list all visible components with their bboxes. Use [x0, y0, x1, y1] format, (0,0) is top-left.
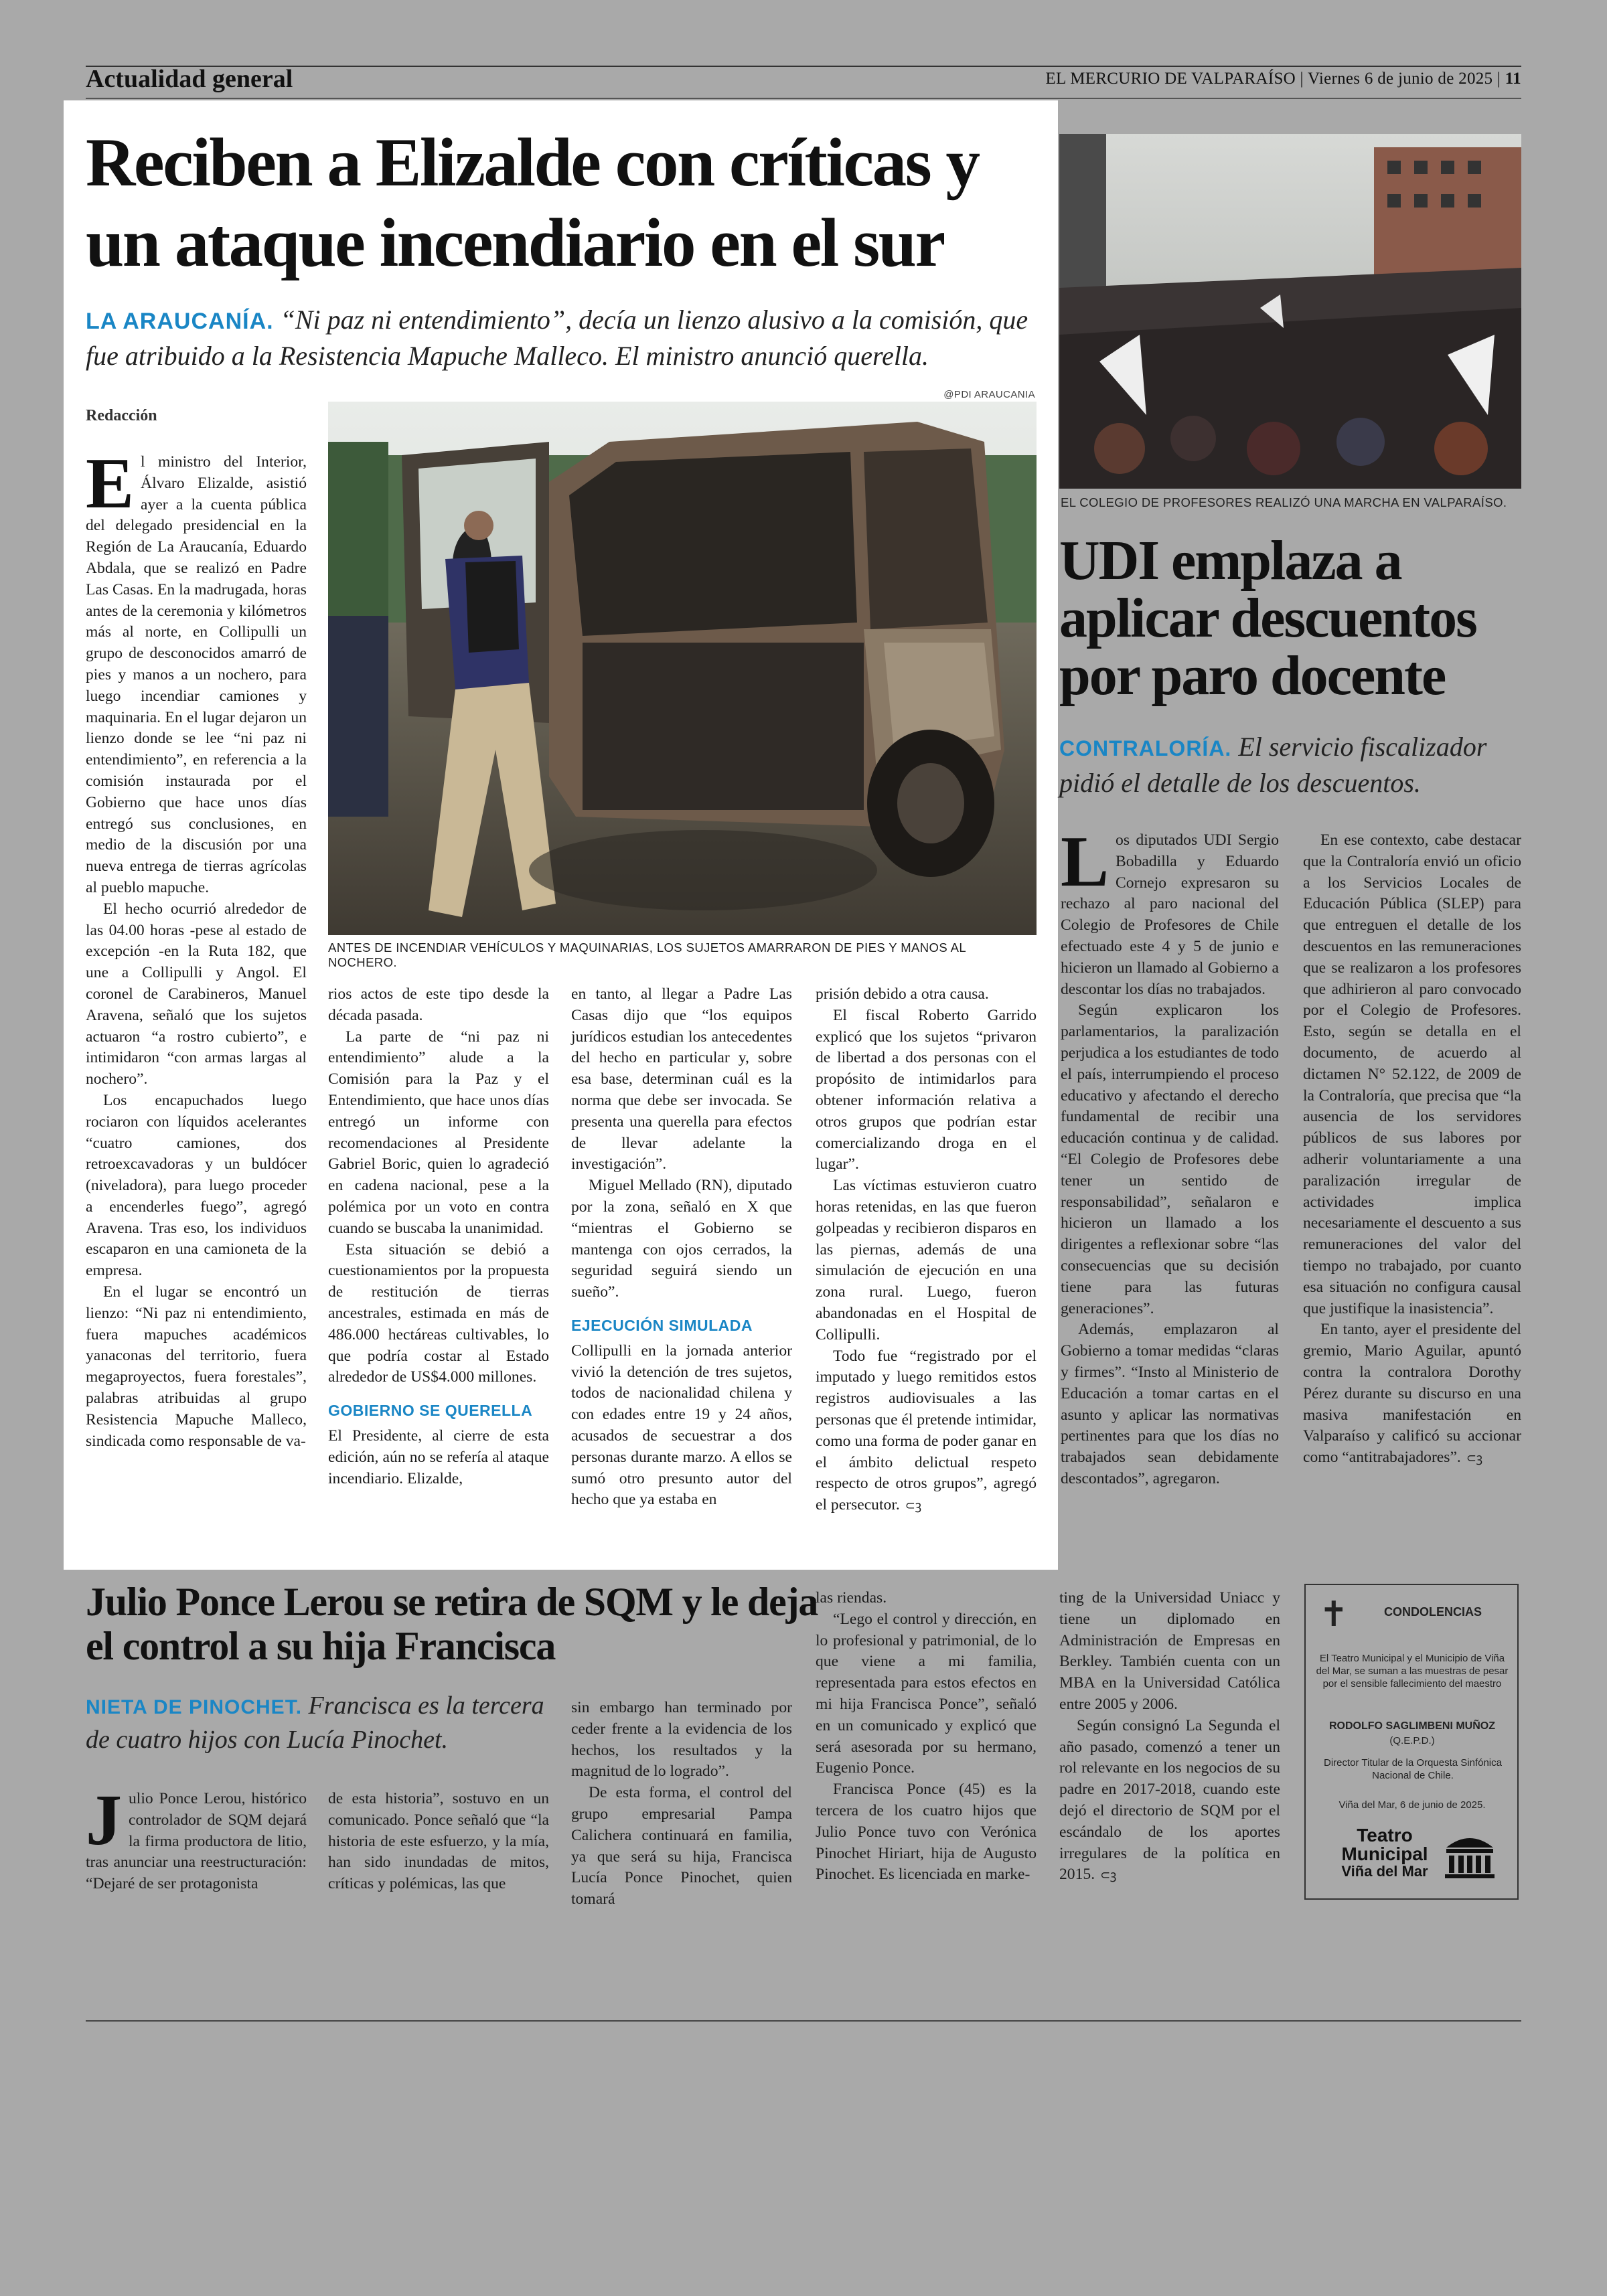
side-kicker: CONTRALORÍA. [1059, 736, 1232, 760]
main-p15: Todo fue “registrado por el imputado y luego remitidos estos registros audiovisuales a las personas que él pretende intimidar, como una forma de poder ganar en el ámbito delictual respeto respecto de otros grupos”, agregó el persecutor. [816, 1347, 1037, 1514]
logo-line-1: Teatro [1357, 1825, 1413, 1846]
side-p2: Según explicaron los parlamentarios, la paralización perjudica a los estudiantes de todo el país, interrumpiendo el proceso educativo y afectando el derecho fundamental de recibir una educación continua y de calidad. “El Colegio de Profesores debe tener un sentido de responsabilidad”, señalaron e hicieron un llamado a los dirigentes a reflexionar sobre “las consecuencias que su decisión tiene para las futuras generaciones”. [1061, 1001, 1279, 1317]
main-p10: Miguel Mellado (RN), diputado por la zona, señaló en X que “mientras el Gobierno se mantenga con ojos cerrados, la seguridad seguirá siendo un sueño”. [571, 1177, 792, 1301]
main-p2: El hecho ocurrió alrededor de las 04.00 horas -pese al estado de excepción -en la Ruta 182, que une a Collipulli y Angol. El coronel de Carabineros, Manuel Aravena, señaló que los sujetos actuaron “a rostro cubierto”, e intimidaron “con armas largas al nochero”. [86, 900, 307, 1088]
bottom-p2: de esta historia”, sostuvo en un comunicado. Ponce señaló que “la historia de este esfuerzo, y la mía, han sido inundadas de mitos, críticas y polémicas, las que [328, 1790, 549, 1893]
main-p8: El Presidente, al cierre de esta edición, aún no se refería al ataque incendiario. Elizalde, [328, 1426, 549, 1487]
deceased-role: Director Titular de la Orquesta Sinfónica Nacional de Chile. [1324, 1757, 1502, 1781]
side-p3: Además, emplazaron al Gobierno a tomar medidas “claras y firmes”. “Insto al Ministerio de Educación a tomar cartas en el asunto y aplicar las normativas pertinentes para que los días no trabajados sean debidamente descontados”, agregaron. [1061, 1321, 1279, 1487]
main-col-2 [328, 984, 549, 1489]
bottom-headline: Julio Ponce Lerou se retira de SQM y le deja el control a su hija Francisca [86, 1580, 818, 1668]
main-kicker: LA ARAUCANÍA. [86, 309, 274, 334]
edition-date: Viernes 6 de junio de 2025 [1307, 70, 1493, 88]
burned-truck-illustration [328, 402, 1037, 935]
main-p1: l ministro del Interior, Álvaro Elizalde, asistió ayer a la cuenta pública del delegado presidencial en la Región de La Araucanía, Eduardo Abdala, que se realizó en Padre Las Casas. En la madrugada, horas antes de la ceremonia y kilómetros más al norte, en Collipulli un grupo de desconocidos amarró de pies y manos a un nochero, para luego incendiar camiones y maquinaria. En el lugar dejaron un lienzo donde se lee “ni paz ni entendimiento”, en referencia a la comisión instaurada por el Gobierno que hace unos días entregó sus conclusiones, en medio de la discusión por una nueva entrega de tierras agrícolas al pueblo mapuche. [86, 453, 307, 896]
march-crowd-illustration [1059, 134, 1521, 489]
bottom-col-5 [1059, 1588, 1280, 1886]
side-p1: os diputados UDI Sergio Bobadilla y Eduardo Cornejo expresaron su rechazo al paro nacional del Colegio de Profesores de Chile efectuado este 4 y 5 de junio e hicieron un llamado al Gobierno a descontar los días no trabajados. [1061, 831, 1279, 998]
side-deck-text: El servicio fiscalizador pidió el detalle de los descuentos. [1059, 732, 1487, 798]
teatro-municipal-logo [1324, 1826, 1445, 1880]
qepd-label: (Q.E.P.D.) [1389, 1735, 1435, 1746]
main-p5: rios actos de este tipo desde la década pasada. [328, 985, 549, 1024]
photo-credit: @PDI ARAUCANIA [943, 389, 1035, 400]
main-col-3 [571, 984, 792, 1511]
main-p7: Esta situación se debió a cuestionamientos por la propuesta de restitución de tierras ancestrales, estimada en más de 486.000 hectáreas cultivables, lo que podría costar al Estado alrededor de US$4.000 millones. [328, 1240, 549, 1386]
masthead: EL MERCURIO DE VALPARAÍSO | Viernes 6 de junio de 2025 | 11 [1045, 70, 1521, 88]
header-rule [86, 98, 1521, 99]
logo-line-3: Viña del Mar [1341, 1863, 1428, 1880]
bottom-col-4 [816, 1588, 1037, 1886]
main-p12: prisión debido a otra causa. [816, 985, 989, 1003]
bottom-p7: Francisca Ponce (45) es la tercera de los cuatro hijos que Julio Ponce tuvo con Verónica Pinochet Hiriart, hija de Augusto Pinochet. Es licenciada en marke- [816, 1781, 1037, 1884]
byline: Redacción [86, 407, 157, 424]
bottom-col-1 [86, 1781, 307, 1895]
main-photo-caption: ANTES DE INCENDIAR VEHÍCULOS Y MAQUINARIAS, LOS SUJETOS AMARRARON DE PIES Y MANOS AL NOCHERO. [328, 940, 966, 969]
condolences-title: CONDOLENCIAS [1383, 1605, 1482, 1619]
theatre-building-icon [1444, 1833, 1496, 1880]
bottom-p8: ting de la Universidad Uniacc y tiene un diplomado en Administración de Empresas en Berkley. También cuenta con un MBA en la Universidad Católica entre 2005 y 2006. [1059, 1589, 1280, 1713]
section-label: Actualidad general [86, 65, 293, 93]
teachers-march-photo [1059, 134, 1521, 489]
main-p13: El fiscal Roberto Garrido explicó que los sujetos “privaron de libertad a dos personas con el propósito de intimidarlos para obtener información relativa a otros grupos que podrían estar comercializando droga en el lugar”. [816, 1006, 1037, 1173]
main-deck-text: “Ni paz ni entendimiento”, decía un lienzo alusivo a la comisión, que fue atribuido a la Resistencia Mapuche Malleco. El ministro anunció querella. [86, 305, 1028, 371]
header-top-rule [86, 66, 1521, 67]
side-col-2 [1303, 830, 1521, 1469]
subhead-querella: GOBIERNO SE QUERELLA [328, 1402, 533, 1420]
bottom-end-mark-icon: ⊂ꝫ [1100, 1868, 1117, 1883]
bottom-p4: De esta forma, el control del grupo empresarial Pampa Calichera continuará en familia, ya que será su hija, Francisca Lucía Ponce Pinochet, quien tomará [571, 1784, 792, 1908]
bottom-p3: sin embargo han terminado por ceder frente a la evidencia de los hechos, los resultados y la magnitud de lo logrado”. [571, 1699, 792, 1781]
bottom-col-3 [571, 1698, 792, 1910]
bottom-p6: “Lego el control y dirección, en lo profesional y patrimonial, de lo que viene a mi familia, representada para estos efectos en mi hija Francisca Ponce”, señaló en un comunicado y explicó que será asesorada por su hermano, Eugenio Ponce. [816, 1610, 1037, 1777]
condolences-ad [1304, 1584, 1519, 1900]
side-photo-caption: EL COLEGIO DE PROFESORES REALIZÓ UNA MARCHA EN VALPARAÍSO. [1061, 495, 1507, 509]
end-mark-icon: ⊂ꝫ [905, 1499, 922, 1513]
logo-line-2: Municipal [1341, 1843, 1428, 1864]
bottom-col-2 [328, 1789, 549, 1895]
drop-cap: E [86, 444, 135, 523]
side-col-1 [1061, 822, 1279, 1490]
bottom-p5: las riendas. [816, 1589, 887, 1607]
side-headline: UDI emplaza a aplicar descuentos por paro docente [1059, 529, 1476, 707]
ad-date: Viña del Mar, 6 de junio de 2025. [1338, 1799, 1486, 1811]
main-p11: Collipulli en la jornada anterior vivió la detención de tres sujetos, todos de nacionalidad chilena y con edades entre 19 y 24 años, acusados de secuestrar a dos personas durante marzo. A ellos se sumó otro presunto autor del hecho que ya estaba en [571, 1341, 792, 1509]
main-p9: en tanto, al llegar a Padre Las Casas dijo que “los equipos jurídicos estudian los antecedentes del hecho en particular y, sobre esa base, determinan cuál es la norma que debe ser invocada. Se presenta una querella para efectos de llevar adelante la investigación”. [571, 985, 792, 1173]
subhead-ejecucion: EJECUCIÓN SIMULADA [571, 1316, 753, 1334]
main-col-1 [86, 444, 307, 1452]
bottom-deck [86, 1690, 568, 1756]
deceased-name: RODOLFO SAGLIMBENI MUÑOZ [1329, 1720, 1495, 1732]
page-number: 11 [1505, 70, 1521, 88]
side-p4: En ese contexto, cabe destacar que la Contraloría envió un oficio a los Servicios Locales de Educación Pública (SLEP) para que entreguen el detalle de los descuentos en las remuneraciones que se realizaron a los profesores que adhirieron al paro convocado por el Colegio de Profesores. Esto, según se detalla en el documento, de acuerdo al dictamen N° 52.122, de 2009 de la Contraloría, que precisa que “la ausencia de los servidores públicos de sus labores por adherir voluntariamente a una paralización irregular de actividades implica necesariamente el descuento a sus remuneraciones del valor del tiempo no trabajado, por cuanto esa situación no configura causal que justifique la inasistencia”. [1303, 831, 1521, 1317]
burned-truck-photo [328, 402, 1037, 935]
bottom-kicker: NIETA DE PINOCHET. [86, 1696, 303, 1718]
side-end-mark-icon: ⊂ꝫ [1466, 1451, 1483, 1466]
condolences-text: El Teatro Municipal y el Municipio de Viña del Mar, se suman a las muestras de pesar por el sensible fallecimiento del maestro [1316, 1653, 1509, 1690]
main-p6: La parte de “ni paz ni entendimiento” alude a la Comisión para la Paz y el Entendimiento, que hace unos días entregó un informe con recomendaciones al Presidente Gabriel Boric, quien lo agradeció en cadena nacional, pese a la polémica por un voto en contra cuando se buscaba la unanimidad. [328, 1028, 549, 1237]
page-bottom-rule [86, 2020, 1521, 2022]
main-deck [86, 303, 1050, 374]
cross-icon: ✝ [1319, 1594, 1349, 1635]
bottom-p1: ulio Ponce Lerou, histórico controlador de SQM dejará la firma productora de litio, tras anunciar una reestructuración: “Dejaré de ser protagonista [86, 1790, 307, 1893]
main-p14: Las víctimas estuvieron cuatro horas retenidas, en las que fueron golpeadas y recibieron disparos en las piernas, además de una simulación de ejecución en una zona rural. Luego, fueron abandonadas en el Hospital de Collipulli. [816, 1177, 1037, 1343]
bottom-p9: Según consignó La Segunda el año pasado, comenzó a tener un rol relevante en los negocios de su padre en 2017-2018, cuando este dejó el directorio de SQM por el escándalo de los aportes irregulares de la política en 2015. [1059, 1716, 1280, 1884]
bottom-deck-text: Francisca es la tercera de cuatro hijos con Lucía Pinochet. [86, 1692, 544, 1754]
side-deck [1059, 730, 1521, 801]
main-headline: Reciben a Elizalde con críticas y un ataque incendiario en el sur [86, 125, 979, 281]
bottom-drop-cap: J [86, 1781, 122, 1860]
main-col-4 [816, 984, 1037, 1517]
side-p5: En tanto, ayer el presidente del gremio, Mario Aguilar, apuntó contra la contralora Dorothy Pérez durante su discurso en una masiva manifestación en Valparaíso y calificó su accionar como “antitrabajadores”. [1303, 1321, 1521, 1467]
main-p4: En el lugar se encontró un lienzo: “Ni paz ni entendimiento, fuera mapuches académicos yanaconas del territorio, fuera megaproyectos, fuera forestales”, palabras atribuidas al grupo Resistencia Mapuche Malleco, sindicada como responsable de va- [86, 1283, 307, 1450]
main-p3: Los encapuchados luego rociaron con líquidos acelerantes “cuatro camiones, dos retroexcavadoras y un buldócer (niveladora), para luego proceder a encenderles fuego”, agregó Aravena. Tras eso, los individuos escaparon en una camioneta de la empresa. [86, 1091, 307, 1280]
newspaper-name: EL MERCURIO DE VALPARAÍSO [1045, 70, 1296, 88]
side-drop-cap: L [1061, 822, 1109, 902]
